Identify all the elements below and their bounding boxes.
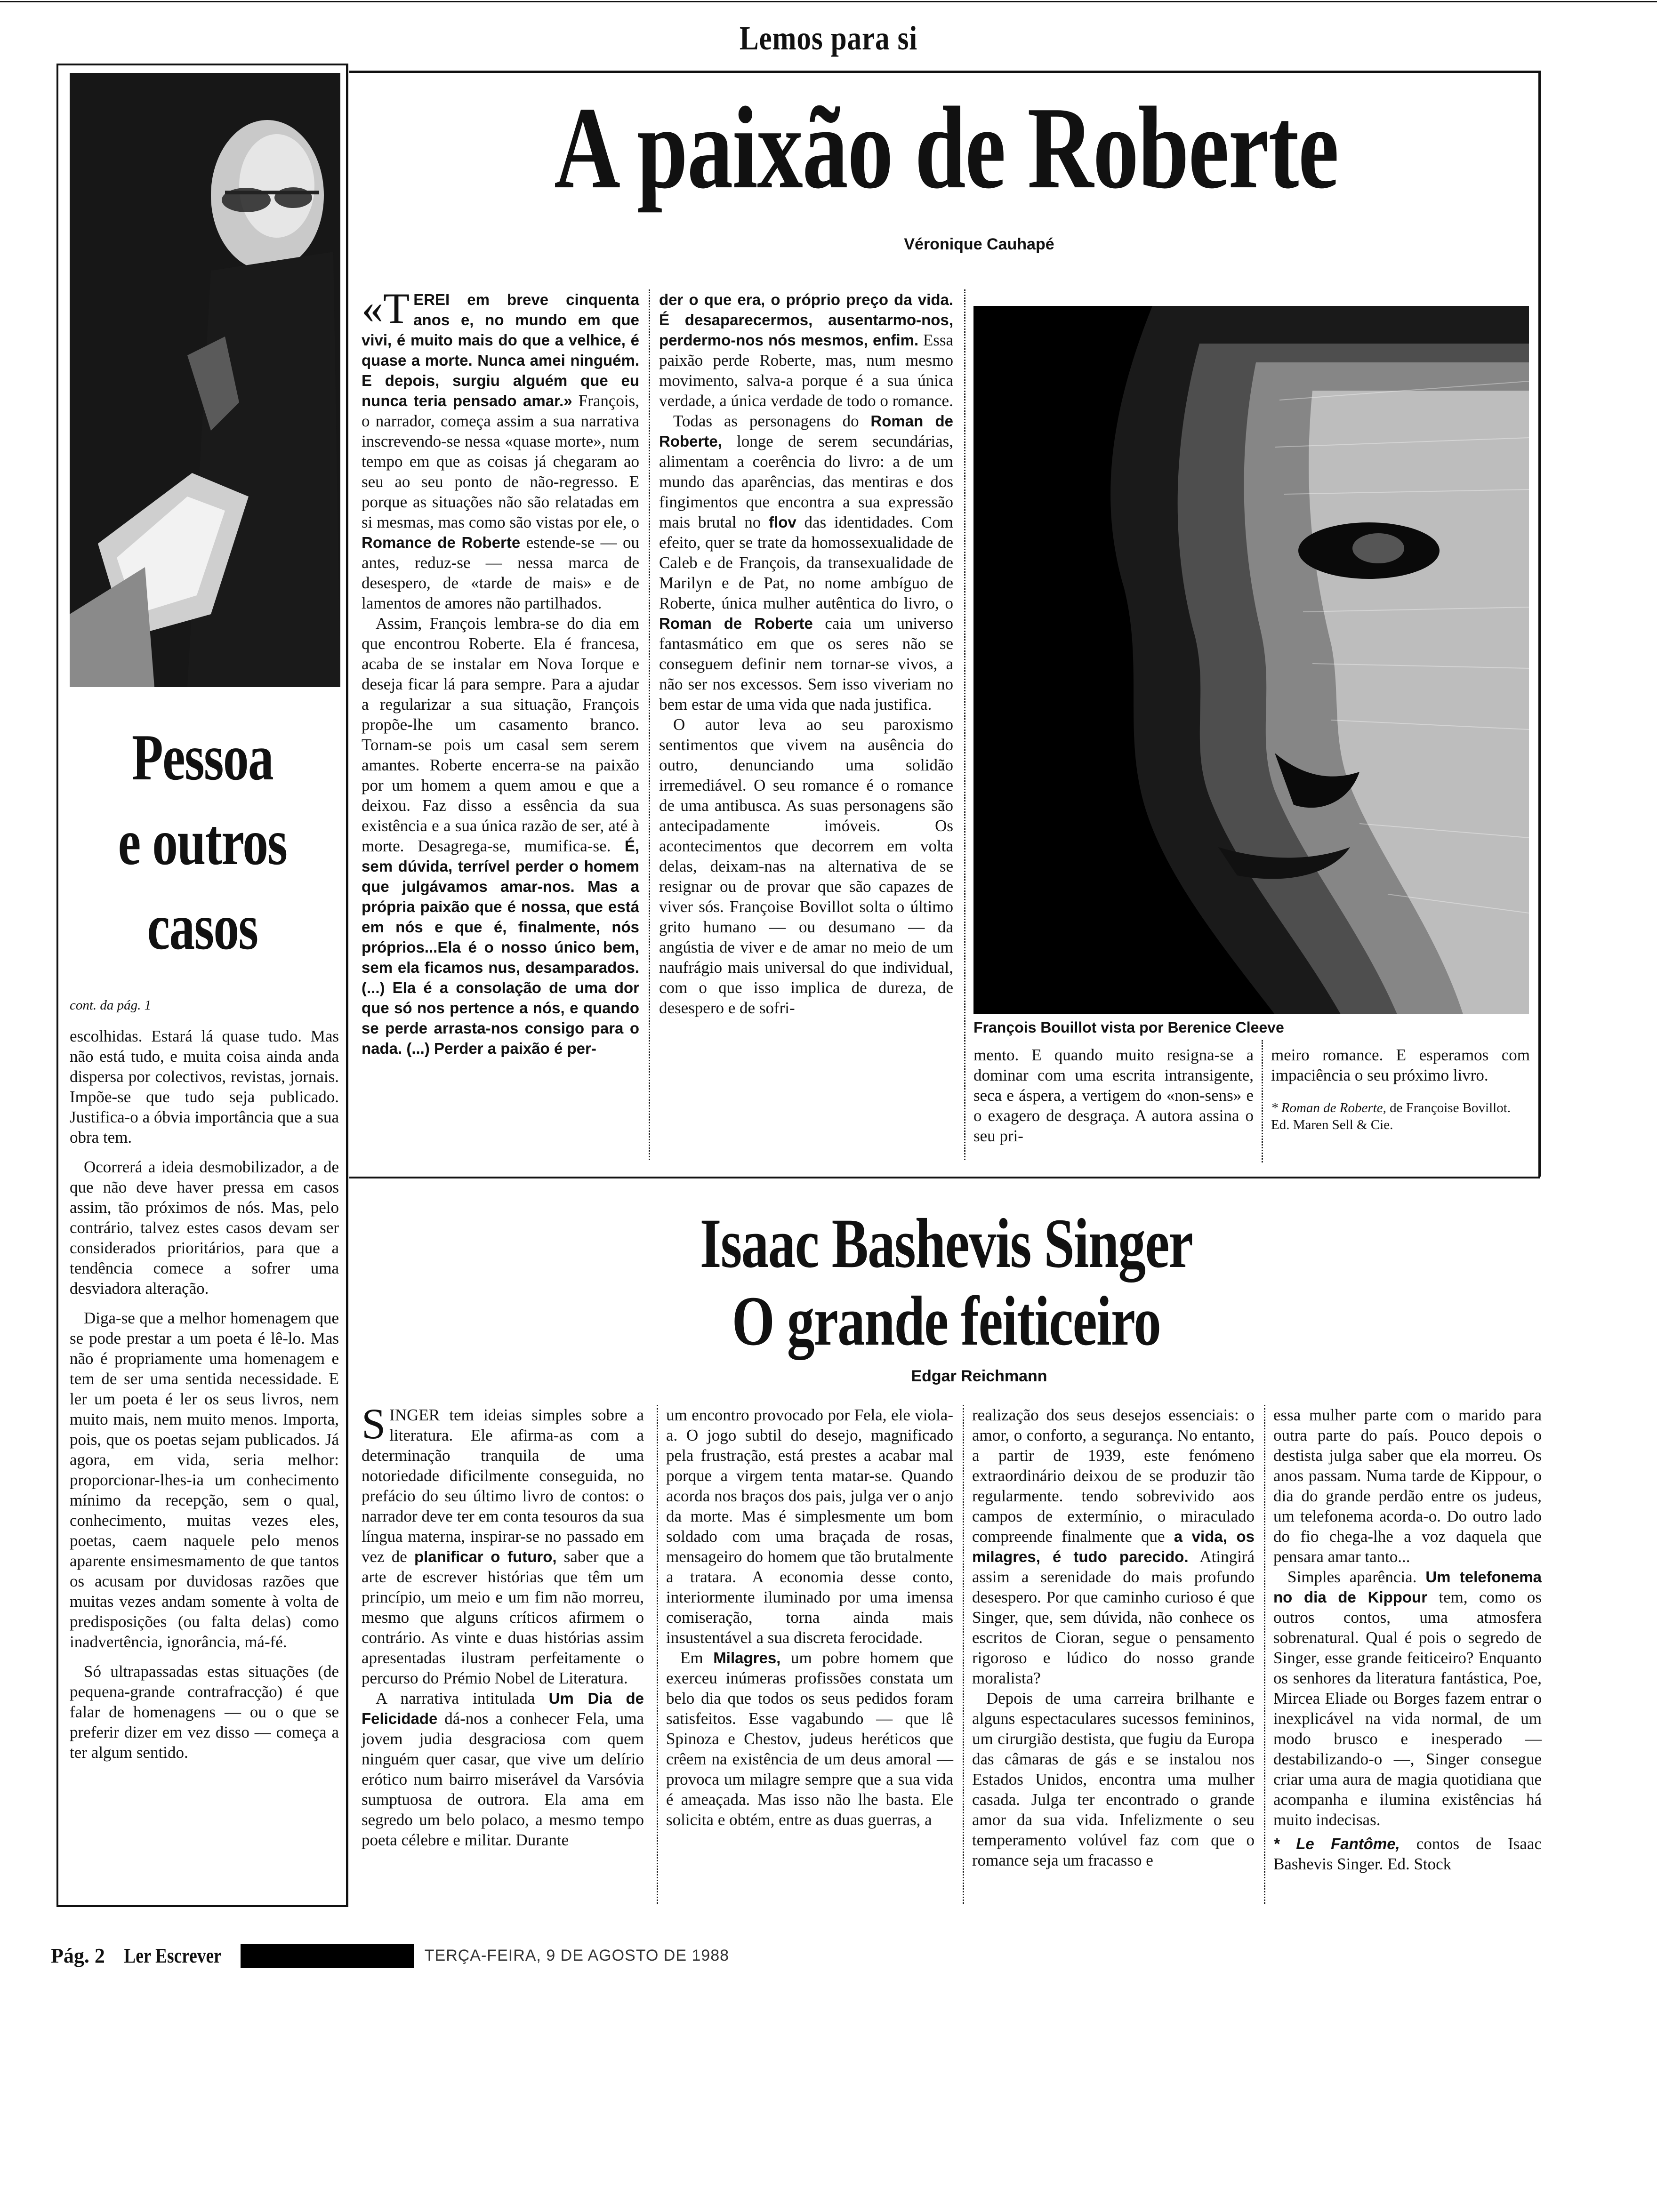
portrait-photo: [70, 73, 340, 687]
article1-book-title: Roman de Roberte: [659, 615, 813, 632]
article2-text: um pobre homem que exerceu inúmeras profissões constata um belo dia que todos os seus pedidos foram satisfeitos. Esse vagabundo — que lê Spinoza e Chestov, judeus heréticos que crêem na existência de um deus amoral — provoca um milagre sempre que a sua vida é ameaçada. Mas isso não lhe basta. Ele solicita e obtém, entre as duas guerras, a: [666, 1649, 954, 1829]
sidebar-headline-line-3: casos: [147, 890, 258, 963]
article1-footnote-title: * Roman de Roberte,: [1271, 1100, 1386, 1115]
footer-supplement-name: Ler Escrever: [124, 1944, 222, 1967]
article2-story-title: Milagres,: [713, 1649, 781, 1667]
article1-paragraph: O autor leva ao seu paroxismo sentimentos que vivem na ausência do outro, denunciando uma solidão irremediável. O seu romance é o romance de uma antibusca. As suas personagens são antecipadamente imóveis. Os acontecimentos que decorrem em volta delas, deixam-nas na alternativa de se resignar ou de provar que são capazes de viver sós. Françoise Bovillot solta o último grito humano — ou desumano — da angústia de viver e de amar no meio de um naufrágio mais universal do que individual, com o que isso implica de dureza, de desespero e de sofri-: [659, 715, 953, 1017]
article1-headline: A paixão de Roberte: [554, 83, 1338, 213]
article2-paragraph: um encontro provocado por Fela, ele viola-a. O jogo subtil do desejo, magnificado pela frustração, está prestes a acabar mal porque a virgem tenta matar-se. Quando acorda nos braços dos pais, julga ver o anjo da morte. Mas é simplesmente um bom soldado com uma braçada de rosas, mensageiro do homem que tão brutalmente a tratara. A economia desse conto, interiormente iluminado por uma imensa comiseração, torna ainda mais insustentável a sua discreta ferocidade.: [666, 1406, 953, 1647]
article1-text: Todas as personagens do: [673, 412, 871, 430]
article2-headline-line-1: Isaac Bashevis Singer: [700, 1204, 1193, 1282]
article1-book-title: Roman de Roberte,: [659, 412, 953, 450]
sidebar-left-rule: [56, 64, 58, 1906]
article1-text: François, o narrador, começa assim a sua narrativa inscrevendo-se nessa «quase morte», num tempo em que as coisas já chegaram ao seu ao seu ponto de não-regresso. E porque as situações não são relatadas em si mesmas, mas como são vistas por ele, o: [362, 392, 639, 531]
article2-text: INGER tem ideias simples sobre a literatura. Ele afirma-as com a determinação tranquila de uma notoriedade dificilmente conseguida, no prefácio do seu último livro de contos: o narrador deve ter em conta tesouros da sua língua materna, inspirar-se no passado em vez de: [362, 1406, 644, 1566]
article2-bold-phrase: planificar o futuro,: [414, 1548, 557, 1565]
article2-text: Atingirá assim a serenidade do mais profundo desespero. Por que caminho curioso é que Singer, que, sem dúvida, não conhece os escritos de Cioran, segue o pensamento rigoroso e lúdico do nosso grande moralista?: [972, 1547, 1255, 1687]
sidebar-paragraph: escolhidas. Estará lá quase tudo. Mas não está tudo, e muita coisa ainda anda dispersa por colectivos, revistas, jornais. Impõe-se que tudo seja publicado. Justifica-o a óbvia importância que a sua obra tem.: [70, 1027, 339, 1146]
column-divider: [1262, 1040, 1263, 1162]
article1-bold-quote: É, sem dúvida, terrível perder o homem que julgávamos amar-nos. Mas a própria paixão que é nossa, que está em nós e que é, finalmente, nós próprios...Ela é o nosso único bem, sem ela ficamos nus, desamparados. (...) Ela é a consolação de uma dor que só nos pertence a nós, e quando se perde arrasta-nos consigo para o nada. (...) Perder a paixão é per-: [362, 837, 639, 1057]
article2-text: A narrativa intitulada: [376, 1689, 549, 1707]
sidebar-text: [70, 1026, 339, 1763]
column-divider: [964, 289, 965, 1160]
article1-column-3: [973, 1045, 1254, 1146]
article2-column-4: [1273, 1405, 1542, 1874]
column-divider: [1264, 1405, 1265, 1904]
article2-story-title: Um Dia de Felicidade: [362, 1690, 644, 1727]
column-divider: [963, 1405, 964, 1904]
article1-lead-quote: EREI em breve cinquenta anos e, no mundo em que vivi, é muito mais do que a velhice, é quase a morte. Nunca amei ninguém. E depois, surgiu alguém que eu nunca teria pensado amar.»: [362, 291, 639, 409]
article1-right-rule: [1538, 71, 1541, 1177]
section-title: Lemos para si: [739, 19, 918, 57]
sidebar-bottom-rule: [56, 1905, 348, 1907]
sidebar-headline-line-2: e outros: [118, 806, 287, 879]
article2-column-1: [362, 1400, 644, 1850]
article1-paragraph: [362, 613, 639, 1058]
article1-text: das identidades. Com efeito, quer se trate da homossexualidade de Caleb e de François, da transexualidade de Marilyn e de Pat, no nome ambíguo de Roberte, única mulher autêntica do livro, o: [659, 513, 953, 612]
article2-footnote-text: contos de Isaac Bashevis Singer. Ed. Stock: [1273, 1835, 1542, 1873]
article2-text: saber que a arte de escrever histórias que têm um princípio, um meio e um fim não morreu, mesmo que alguns críticos afirmem o contrário. As vinte e duas histórias assim apresentadas ilustram perfeitamente o percurso do Prémio Nobel de Literatura.: [362, 1547, 644, 1687]
article1-text: Assim, François lembra-se do dia em que encontrou Roberte. Ela é francesa, acaba de se instalar em Nova Iorque e deseja ficar lá para sempre. Para a ajudar a regularizar a sua situação, François propõe-lhe um casamento branco. Tornam-se pois um casal sem serem amantes. Roberte encerra-se na paixão por um homem a quem amou e que a deixou. Faz disso a essência da sua existência e a sua única razão de ser, até à morte. Desagrega-se, mumifica-se.: [362, 614, 639, 855]
article1-text: estende-se — ou antes, reduz-se — nessa marca de desespero, de «tarde de mais» e de lamentos de amores não partilhados.: [362, 533, 639, 612]
article1-paragraph: [659, 289, 953, 411]
footer-page-number: Pág. 2: [51, 1944, 105, 1967]
article1-lead-paragraph: [362, 284, 639, 613]
article1-column-1: [362, 284, 639, 1058]
article2-paragraph: [362, 1688, 644, 1850]
article2-paragraph: [972, 1405, 1255, 1688]
footer-newspaper-logo: Diário de Lisboa: [241, 1944, 414, 1968]
sidebar-headline-line-1: Pessoa: [131, 721, 273, 794]
article1-column-2: [659, 289, 953, 1018]
footer-date: TERÇA-FEIRA, 9 DE AGOSTO DE 1988: [424, 1946, 730, 1964]
article2-text: tem, como os outros contos, uma atmosfera sobrenatural. Qual é pois o segredo de Singer, esse grande feiticeiro? Enquanto os senhores da literatura fantástica, Poe, Mircea Eliade ou Borges fazem entrar o inexplicável na vida normal, de um modo brusco e inesperado — destabilizando-o —, Singer consegue criar uma aura de magia quotidiana que acompanha e ilumina existências há muito indecisas.: [1273, 1588, 1542, 1829]
article2-paragraph: essa mulher parte com o marido para outra parte do país. Pouco depois o destista julga saber que ela morreu. Os anos passam. Numa tarde de Kippour, o dia do grande perdão entre os judeus, um telefonema acorda-o. Do outro lado do fio chega-lhe a voz daquela que pensara amar tanto...: [1273, 1406, 1542, 1566]
header-rule: [349, 71, 1540, 73]
page-footer: [51, 1941, 851, 1970]
portrait-illustration: [70, 73, 340, 687]
article2-column-3: [972, 1405, 1255, 1870]
column-divider: [657, 1405, 658, 1904]
article2-headline-line-2: O grande feiticeiro: [732, 1282, 1161, 1360]
article2-byline: Edgar Reichmann: [911, 1367, 1047, 1385]
article2-story-title: Um telefonema no dia de Kippour: [1273, 1568, 1542, 1606]
article2-paragraph: [1273, 1567, 1542, 1830]
article2-paragraph: [666, 1648, 953, 1830]
article1-paragraph: mento. E quando muito resigna-se a dominar com uma escrita intransigente, seca e áspera, a vertigem do «non-sens» e o exagero de desgraça. A autora assina o seu pri-: [973, 1046, 1254, 1145]
article2-text: Simples aparência.: [1287, 1568, 1426, 1586]
article1-text: longe de serem secundárias, alimentam a coerência do livro: a de um mundo das aparências, das mentiras e dos fingimentos que encontra a sua expressão mais brutal no: [659, 432, 953, 531]
article1-photo-caption: François Bouillot vista por Berenice Cleeve: [973, 1019, 1284, 1036]
article1-photo: [973, 306, 1529, 1014]
article2-column-2: [666, 1405, 953, 1830]
sidebar-cont-note: cont. da pág. 1: [70, 998, 152, 1013]
article2-bold-phrase: a vida, os milagres, é tudo parecido.: [972, 1528, 1255, 1565]
top-edge-rule: [0, 1, 1657, 2]
article2-text: realização dos seus desejos essenciais: o amor, o conforto, a segurança. No entanto, a partir de 1939, este fenómeno extraordinário deixou de se produzir tão regularmente. tendo sobrevivido aos campos de extermínio, o miraculado compreende finalmente que: [972, 1406, 1255, 1546]
face-illustration: [973, 306, 1529, 1014]
article1-bold-word: flov: [769, 513, 796, 531]
article2-lead-paragraph: [362, 1400, 644, 1688]
article1-footnote: [1271, 1099, 1530, 1133]
article2-footnote-title: * Le Fantôme,: [1273, 1835, 1400, 1852]
article1-footnote-author: de Françoise Bovillot.: [1386, 1100, 1511, 1115]
sidebar-top-rule: [56, 64, 346, 65]
article1-footnote-publisher: Ed. Maren Sell & Cie.: [1271, 1117, 1393, 1132]
sidebar-paragraph: Só ultrapassadas estas situações (de pequena-grande contrafracção) é que falar de homenagens — ou o que se preferir dizer em vez disso — começa a ter algum sentido.: [70, 1662, 339, 1762]
article1-bold-quote: der o que era, o próprio preço da vida. É desaparecermos, ausentarmo-nos, perdermo-nos nós mesmos, enfim.: [659, 291, 953, 349]
article1-dropcap: «T: [362, 284, 410, 332]
article1-column-4: [1271, 1045, 1530, 1133]
article1-text: Essa paixão perde Roberte, mas, num mesmo movimento, salva-a porque é a sua única verdade, a única verdade de todo o romance.: [659, 331, 953, 410]
article1-paragraph: meiro romance. E esperamos com impaciência o seu próximo livro.: [1271, 1046, 1530, 1084]
article1-book-title: Romance de Roberte: [362, 534, 521, 551]
sidebar-paragraph: Diga-se que a melhor homenagem que se pode prestar a um poeta é lê-lo. Mas não é propriamente uma homenagem e tem de ser uma sentida necessidade. E ler um poeta é ler os seus livros, nem muito mais, nem muito menos. Importa, pois, que os poetas sejam publicados. Já agora, em vida, seria melhor: proporcionar-lhes-ia um conhecimento mínimo da recepção, sem o qual, conhecimento, muitas vezes eles, poetas, caem naquele pelo menos aparente ensimesmamento de que tantos os acusam por duvidosas razões que muitas vezes andam somente à volta de predisposições (ou falta delas) como inadvertência, ignorância, má-fé.: [70, 1309, 339, 1651]
article1-paragraph: [659, 411, 953, 714]
article2-dropcap: S: [362, 1400, 386, 1448]
column-divider: [649, 289, 650, 1160]
article2-text: Em: [680, 1649, 714, 1667]
article2-headline: [487, 1205, 1405, 1360]
sidebar-right-rule: [346, 64, 348, 1906]
sidebar-headline: [96, 715, 309, 970]
article-divider-rule: [349, 1177, 1540, 1178]
article1-byline: Véronique Cauhapé: [904, 235, 1054, 253]
article2-text: dá-nos a conhecer Fela, uma jovem judia desgraciosa com quem ninguém quer casar, que vive um delírio erótico num bairro miserável da Varsóvia sumptuosa de outrora. Ela ama em segredo um belo polaco, a mesmo tempo poeta célebre e militar. Durante: [362, 1709, 644, 1849]
article1-text: caia um universo fantasmático em que os seres não se conseguem definir nem tornar-se vivos, a não ser nos excessos. Sem isso viveriam no bem estar de uma vida que nada justifica.: [659, 614, 953, 713]
sidebar-paragraph: Ocorrerá a ideia desmobilizador, a de que não deve haver pressa em casos assim, tão próximos de nós. Mas, pelo contrário, talvez estes casos devam ser considerados prioritários, para que a tendência comece a sofrer uma desviadora alteração.: [70, 1158, 339, 1298]
article2-footnote: [1273, 1834, 1542, 1874]
article2-paragraph: Depois de uma carreira brilhante e alguns espectaculares sucessos femininos, um cirurgião destista, que fugiu da Europa das câmaras de gás e se instalou nos Estados Unidos, encontra uma mulher casada. Julga ter encontrado o grande amor da sua vida. Infelizmente o seu temperamento volúvel faz com que o romance seja um fracasso e: [972, 1689, 1255, 1869]
